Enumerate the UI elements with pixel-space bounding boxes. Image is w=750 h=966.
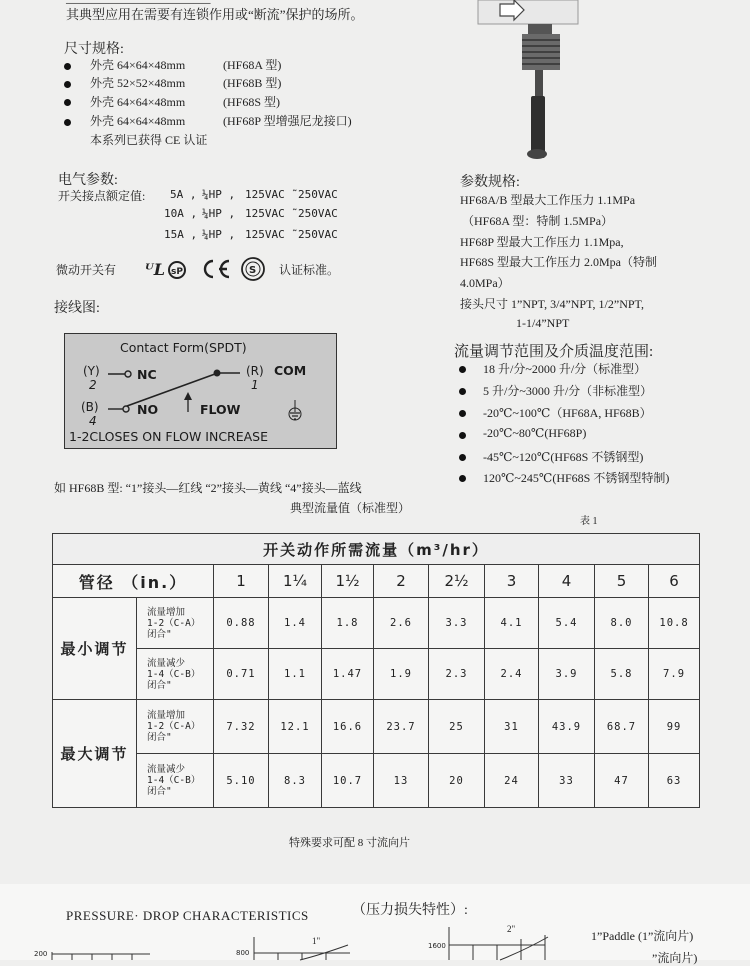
desc-line: 1-2（C-A） — [147, 721, 201, 732]
desc-line: 流量减少 — [147, 657, 186, 669]
terminal-y-label: (Y) — [83, 364, 100, 378]
param-line: （HF68A 型：特制 1.5MPa） — [462, 214, 614, 228]
microswitch-label: 微动开关有 — [56, 263, 117, 277]
row-description — [137, 700, 214, 754]
desc-line: 流量增加 — [147, 606, 186, 618]
ground-icon — [289, 400, 301, 420]
flow-value: 7.32 — [214, 700, 269, 754]
dimension-model: (HF68B 型) — [223, 76, 282, 90]
desc-line: 闭合" — [147, 732, 172, 743]
dimension-size: 外壳 64×64×48mm — [90, 114, 186, 128]
flow-value: 1.4 — [269, 598, 322, 649]
rating-hp: ¼HP , — [202, 228, 236, 241]
flow-value: 5.4 — [539, 598, 595, 649]
paddle-legend: ”流向片) — [652, 951, 698, 965]
com-label: COM — [274, 363, 307, 378]
svg-text:sP: sP — [171, 267, 183, 277]
flow-value: 24 — [485, 754, 539, 808]
flow-value: 13 — [374, 754, 429, 808]
dimension-model: (HF68P 型增强尼龙接口) — [223, 114, 352, 128]
terminal-r-number: 1 — [251, 378, 259, 392]
wire-color-note: 如 HF68B 型: “1”接头—红线 “2”接头—黄线 “4”接头—蓝线 — [54, 481, 362, 495]
flow-value: 3.9 — [539, 649, 595, 700]
terminal-b-number: 4 — [89, 414, 97, 428]
bullet-icon — [459, 432, 466, 439]
terminal-b-label: (B) — [81, 400, 99, 414]
flow-value: 4.1 — [485, 598, 539, 649]
flow-value: 7.9 — [649, 649, 700, 700]
rating-hp: ¼HP , — [202, 188, 236, 201]
axis-label: 1600 — [428, 942, 446, 950]
flow-value: 12.1 — [269, 700, 322, 754]
group-label: 最小调节 — [53, 598, 137, 700]
param-line: 4.0MPa） — [460, 276, 510, 290]
desc-line: 1-4（C-B） — [147, 668, 201, 680]
flow-value: 0.88 — [214, 598, 269, 649]
pipe-size-cell: 1 — [214, 565, 269, 598]
cert-suffix: 认证标准。 — [279, 263, 340, 277]
flow-label: FLOW — [200, 402, 241, 417]
flow-value: 10.8 — [649, 598, 700, 649]
flow-value: 68.7 — [595, 700, 649, 754]
axis-label: 800 — [236, 949, 250, 957]
flow-value: 43.9 — [539, 700, 595, 754]
flow-value: 31 — [485, 700, 539, 754]
param-line: 1-1/4”NPT — [516, 316, 570, 330]
flow-value: 5.8 — [595, 649, 649, 700]
bullet-icon — [459, 475, 466, 482]
params-heading: 参数规格: — [460, 175, 520, 190]
table-label: 表 1 — [580, 516, 598, 527]
range-item: -45℃~120℃(HF68S 不锈钢型) — [483, 450, 644, 464]
ce-note: 本系列已获得 CE 认证 — [90, 133, 208, 147]
wiring-heading: 接线图: — [54, 301, 100, 316]
bullet-icon — [459, 454, 466, 461]
desc-line: 闭合" — [147, 628, 172, 640]
flow-value: 1.9 — [374, 649, 429, 700]
axis-label: 200 — [34, 950, 48, 958]
paddle-legend: 1”Paddle (1”流向片) — [591, 929, 694, 943]
pipe-size-cell: 4 — [539, 565, 595, 598]
rating-volt: 125VAC ˜250VAC — [245, 207, 338, 220]
svg-text:ᵁL: ᵁL — [145, 260, 166, 279]
table-row — [53, 649, 700, 700]
curve-label: 2" — [507, 924, 516, 934]
flow-value: 99 — [649, 700, 700, 754]
bullet-icon — [64, 119, 71, 126]
cut-off-line: ───────────────── — [66, 0, 211, 10]
switch-schematic — [65, 334, 336, 448]
param-line: HF68P 型最大工作压力 1.1Mpa, — [460, 235, 624, 249]
flow-value: 16.6 — [322, 700, 374, 754]
curve-label: 1" — [312, 936, 321, 946]
nc-label: NC — [137, 367, 157, 382]
table-caption: 典型流量值（标准型） — [290, 501, 411, 515]
range-item: 5 升/分~3000 升/分（非标准型） — [483, 384, 653, 398]
flow-switch-photo — [478, 0, 578, 160]
flow-value: 1.1 — [269, 649, 322, 700]
row-description — [137, 649, 214, 700]
flow-value: 23.7 — [374, 700, 429, 754]
bullet-icon — [459, 366, 466, 373]
group-label: 最大调节 — [53, 700, 137, 808]
pipe-size-cell: 5 — [595, 565, 649, 598]
desc-line: 流量减少 — [147, 764, 186, 775]
row-description — [137, 598, 214, 649]
dimension-model: (HF68A 型) — [223, 58, 282, 72]
desc-line: 1-4（C-B） — [147, 775, 201, 786]
desc-line: 1-2（C-A） — [147, 617, 201, 629]
bullet-icon — [64, 81, 71, 88]
pipe-size-cell: 1½ — [322, 565, 374, 598]
ranges-heading: 流量调节范围及介质温度范围: — [454, 344, 654, 360]
table-row — [53, 598, 700, 649]
bullet-icon — [459, 410, 466, 417]
range-item: -20℃~100℃（HF68A, HF68B） — [483, 406, 652, 420]
param-line: 接头尺寸 1”NPT, 3/4”NPT, 1/2”NPT, — [460, 297, 644, 311]
bullet-icon — [64, 63, 71, 70]
row-description — [137, 754, 214, 808]
flow-value: 3.3 — [429, 598, 485, 649]
no-label: NO — [137, 402, 159, 417]
flow-value: 2.4 — [485, 649, 539, 700]
flow-value: 33 — [539, 754, 595, 808]
range-item: -20℃~80℃(HF68P) — [483, 426, 587, 440]
svg-text:S: S — [249, 265, 257, 276]
bullet-icon — [64, 99, 71, 106]
desc-line: 闭合" — [147, 679, 172, 691]
wiring-bottom-note: 1-2CLOSES ON FLOW INCREASE — [69, 429, 269, 444]
rating-amp: 5A , — [170, 188, 197, 201]
rating-amp: 15A , — [164, 228, 198, 241]
pipe-size-cell: 3 — [485, 565, 539, 598]
pipe-size-header: 管径 （in.） — [53, 565, 214, 598]
flow-value: 10.7 — [322, 754, 374, 808]
rating-amp: 10A , — [164, 207, 198, 220]
desc-line: 流量增加 — [147, 710, 186, 721]
ul-csa-logo-icon — [144, 258, 186, 280]
table-row — [53, 700, 700, 754]
flow-value: 20 — [429, 754, 485, 808]
rating-label: 开关接点额定值: — [58, 189, 146, 203]
flow-value: 1.8 — [322, 598, 374, 649]
flow-value: 8.3 — [269, 754, 322, 808]
flow-value: 1.47 — [322, 649, 374, 700]
flow-value: 47 — [595, 754, 649, 808]
param-line: HF68S 型最大工作压力 2.0Mpa（特制 — [460, 255, 658, 269]
pipe-size-cell: 2 — [374, 565, 429, 598]
table-footnote: 特殊要求可配 8 寸流向片 — [289, 837, 410, 849]
table-title: 开关动作所需流量（m³/hr） — [53, 534, 700, 565]
pressure-title-cn: （压力损失特性）: — [352, 903, 468, 918]
range-item: 120℃~245℃(HF68S 不锈钢型特制) — [483, 471, 670, 485]
pipe-size-cell: 6 — [649, 565, 700, 598]
range-item: 18 升/分~2000 升/分（标准型） — [483, 362, 647, 376]
bullet-icon — [459, 388, 466, 395]
terminal-r-label: (R) — [246, 364, 264, 378]
pipe-size-cell: 2½ — [429, 565, 485, 598]
intro-text: 其典型应用在需要有连锁作用或“断流”保护的场所。 — [66, 7, 364, 22]
flow-table — [52, 533, 700, 808]
table-row — [53, 754, 700, 808]
param-line: HF68A/B 型最大工作压力 1.1MPa — [460, 193, 636, 207]
rating-volt: 125VAC ˜250VAC — [245, 188, 338, 201]
electrical-heading: 电气参数: — [58, 173, 118, 188]
dimensions-heading: 尺寸规格: — [64, 42, 124, 57]
flow-value: 8.0 — [595, 598, 649, 649]
rating-volt: 125VAC ˜250VAC — [245, 228, 338, 241]
flow-value: 0.71 — [214, 649, 269, 700]
flow-value: 25 — [429, 700, 485, 754]
dimension-size: 外壳 64×64×48mm — [90, 95, 186, 109]
ce-logo-icon — [200, 258, 232, 280]
terminal-y-number: 2 — [89, 378, 97, 392]
dimension-model: (HF68S 型) — [223, 95, 281, 109]
pipe-size-cell: 1¼ — [269, 565, 322, 598]
rating-hp: ¼HP , — [202, 207, 236, 220]
desc-line: 闭合" — [147, 786, 172, 797]
flow-value: 63 — [649, 754, 700, 808]
pressure-title-en: PRESSURE· DROP CHARACTERISTICS — [66, 908, 309, 923]
dimension-size: 外壳 64×64×48mm — [90, 58, 186, 72]
wiring-diagram — [64, 333, 337, 449]
flow-value: 5.10 — [214, 754, 269, 808]
tuv-logo-icon — [240, 256, 266, 282]
flow-value: 2.6 — [374, 598, 429, 649]
flow-value: 2.3 — [429, 649, 485, 700]
contact-form-title: Contact Form(SPDT) — [120, 340, 247, 355]
dimension-size: 外壳 52×52×48mm — [90, 76, 186, 90]
